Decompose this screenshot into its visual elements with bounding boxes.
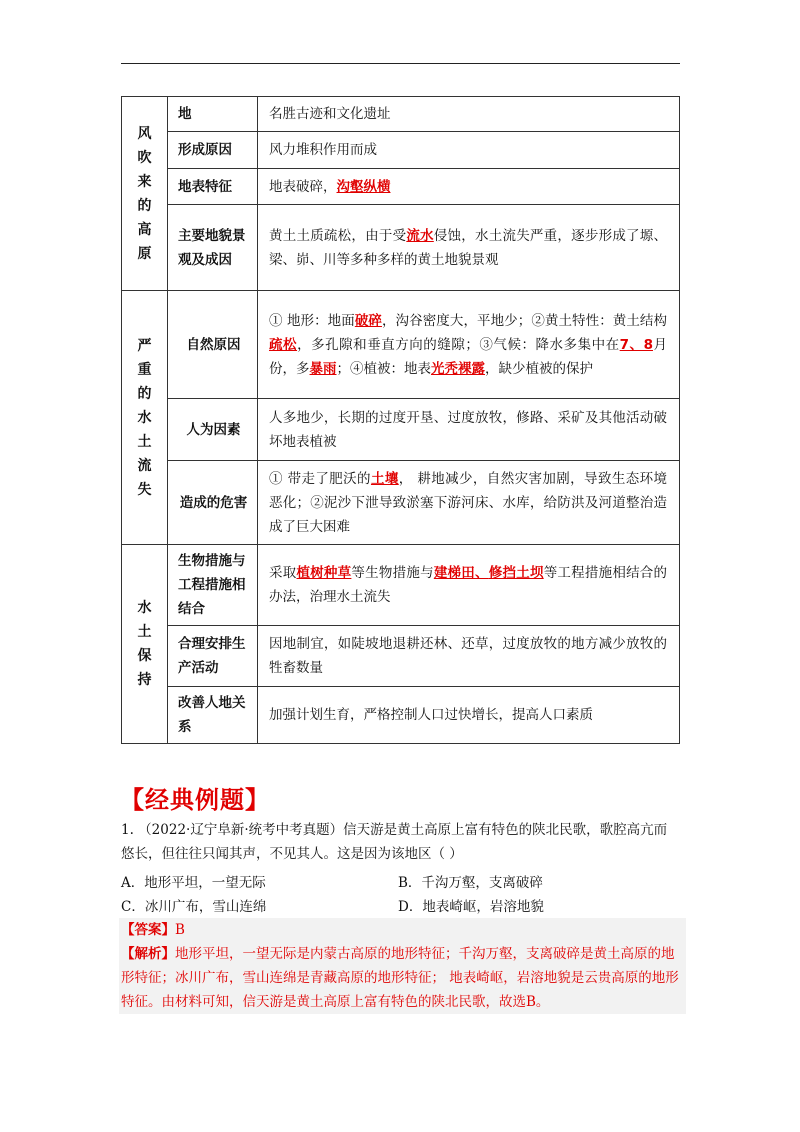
row-label: 人为因素: [168, 399, 258, 461]
row-content: 黄土土质疏松，由于受流水侵蚀，水土流失严重，逐步形成了塬、梁、峁、川等多种多样的黄土地貌景观: [258, 205, 680, 291]
row-label: 自然原因: [168, 291, 258, 399]
key-term: 沟壑纵横: [336, 178, 391, 195]
answer-tag: 【答案】: [121, 922, 175, 938]
analysis-tag: 【解析】: [121, 946, 175, 962]
row-label: 主要地貌景观及成因: [168, 205, 258, 291]
option-a: A．地形平坦，一望无际: [121, 875, 266, 891]
analysis-text: 【解析】地形平坦，一望无际是内蒙古高原的地形特征；千沟万壑，支离破碎是黄土高原的地形特征；冰川广布，雪山连绵是青藏高原的地形特征； 地表崎岖，岩溶地貌是云贵高原的地形特征。由材料可知，信天游是黄土高原上富有特色的陕北民歌，故选B。: [121, 946, 679, 1010]
section-label: 水土保持: [122, 545, 168, 744]
row-content: 因地制宜，如陡坡地退耕还林、还草，过度放牧的地方减少放牧的牲畜数量: [258, 626, 680, 687]
key-term: 光秃裸露: [431, 360, 485, 377]
row-label: 地表特征: [168, 169, 258, 205]
key-term: 流水: [406, 227, 434, 244]
section-label: 严重的水土流失: [122, 291, 168, 545]
row-label: 形成原因: [168, 132, 258, 169]
table-row: [122, 169, 680, 205]
row-content: ① 带走了肥沃的土壤， 耕地减少，自然灾害加剧，导致生态环境恶化；②泥沙下泄导致淤塞下游河床、水库，给防洪及河道整治造成了巨大困难: [258, 461, 680, 545]
row-label: 生物措施与工程措施相结合: [168, 545, 258, 626]
option-b: B．千沟万壑，支离破碎: [398, 875, 543, 891]
key-term: 土壤: [370, 470, 399, 487]
table-row: [122, 545, 680, 626]
key-term: 植树种草: [296, 565, 352, 581]
table-row: [122, 687, 680, 744]
section-heading: 【经典例题】: [120, 786, 270, 814]
row-label: 造成的危害: [168, 461, 258, 545]
row-content: 风力堆积作用而成: [258, 132, 680, 169]
key-term: 7、8: [619, 336, 653, 353]
row-content: 加强计划生育，严格控制人口过快增长，提高人口素质: [258, 687, 680, 744]
row-content: 地表破碎，沟壑纵横: [258, 169, 680, 205]
table-row: [122, 97, 680, 132]
answer-box: [119, 918, 686, 1014]
row-content: 采取植树种草等生物措施与建梯田、修挡土坝等工程措施相结合的办法，治理水土流失: [258, 545, 680, 626]
question-text: 1. （2022·辽宁阜新·统考中考真题）信天游是黄土高原上富有特色的陕北民歌，歌腔高亢而悠长，但往往只闻其声，不见其人。这是因为该地区（ ）: [121, 822, 668, 862]
table-row: [122, 291, 680, 399]
table-row: [122, 132, 680, 169]
row-label: 地: [168, 97, 258, 132]
key-term: 修挡土坝: [488, 565, 544, 581]
key-term-separator: 、: [475, 565, 489, 581]
answer-line: [121, 918, 684, 942]
row-content: 名胜古迹和文化遗址: [258, 97, 680, 132]
row-label: 改善人地关系: [168, 687, 258, 744]
row-label: 合理安排生产活动: [168, 626, 258, 687]
key-term: 破碎: [354, 312, 382, 329]
table-row: [122, 626, 680, 687]
table-row: [122, 205, 680, 291]
knowledge-table: [121, 96, 680, 744]
key-term: 建梯田: [433, 565, 476, 581]
option-c: C．冰川广布，雪山连绵: [121, 899, 267, 915]
section-label: 风吹来的高原: [122, 97, 168, 291]
row-content: ① 地形：地面破碎，沟谷密度大，平地少；②黄土特性：黄土结构疏松，多孔隙和垂直方向的缝隙；③气候：降水多集中在7、8月份，多暴雨；④植被：地表光秃裸露，缺少植被的保护: [258, 291, 680, 399]
option-d: D．地表崎岖，岩溶地貌: [398, 899, 544, 915]
table-row: [122, 399, 680, 461]
table-row: [122, 461, 680, 545]
row-content: 人多地少，长期的过度开垦、过度放牧，修路、采矿及其他活动破坏地表植被: [258, 399, 680, 461]
key-term: 暴雨: [309, 360, 337, 377]
answer-value: B: [175, 922, 185, 938]
header-rule: [121, 63, 680, 64]
key-term: 疏松: [269, 336, 298, 353]
